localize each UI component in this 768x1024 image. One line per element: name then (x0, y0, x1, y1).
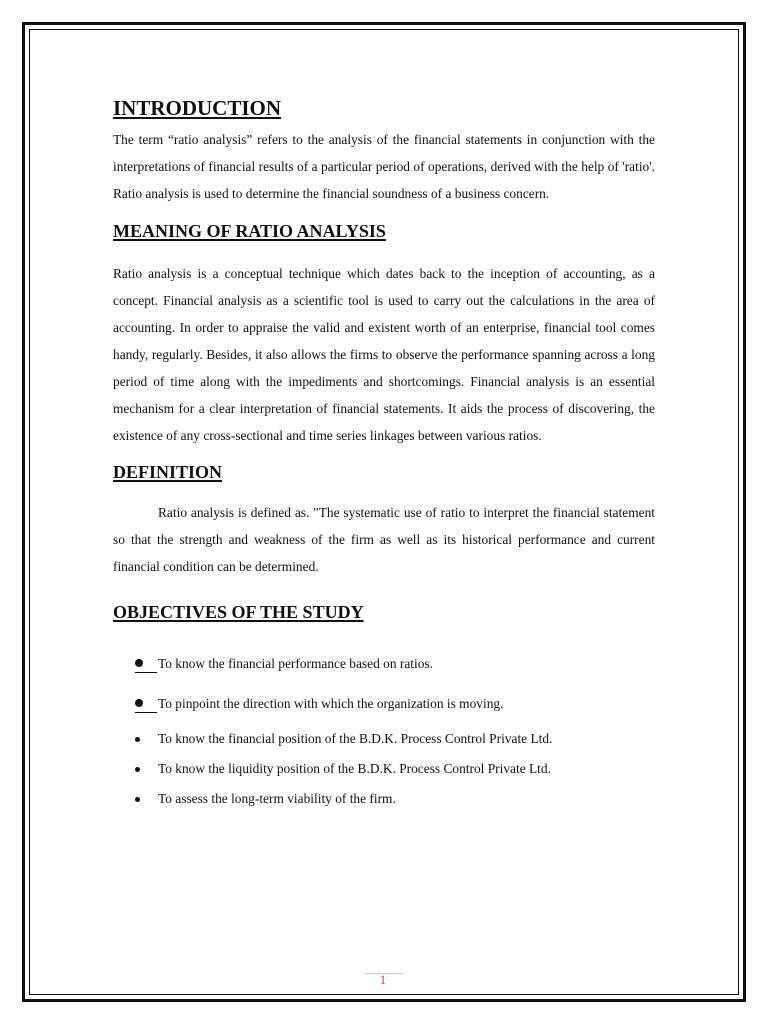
list-item (113, 654, 655, 674)
introduction-heading: INTRODUCTION (113, 96, 282, 120)
list-item (113, 694, 655, 714)
document-body (113, 96, 655, 809)
bullet-icon (135, 737, 140, 742)
bullet-icon (135, 659, 143, 667)
list-item-text: To know the liquidity position of the B.D.K. Process Control Private Ltd. (158, 761, 551, 776)
introduction-paragraph: The term “ratio analysis” refers to the analysis of the financial statements in conjunction with the interpretations of financial results of a particular period of operations, derived with the help of 'ratio'. Ratio analysis is used to determine the financial soundness of a business concern. (113, 132, 655, 201)
bullet-icon (135, 767, 140, 772)
list-item-text: To pinpoint the direction with which the organization is moving. (158, 696, 504, 711)
list-item-text: To know the financial performance based on ratios. (158, 656, 433, 671)
list-item (113, 729, 655, 749)
bullet-underline (135, 712, 157, 713)
bullet-icon (135, 699, 143, 707)
objectives-heading: OBJECTIVES OF THE STUDY (113, 602, 364, 622)
definition-heading: DEFINITION (113, 462, 223, 482)
bullet-icon (135, 797, 140, 802)
meaning-paragraph: Ratio analysis is a conceptual technique which dates back to the inception of accounting, as a concept. Financial analysis as a scientific tool is used to carry out the calculations in the area of accounting. In order to appraise the valid and existent worth of an enterprise, financial tool comes handy, regularly. Besides, it also allows the firms to observe the performance spanning across a long period of time along with the impediments and shortcomings. Financial analysis is an essential mechanism for a clear interpretation of financial statements. It aids the process of discovering, the existence of any cross-sectional and time series linkages between various ratios. (113, 266, 655, 443)
list-item-text: To assess the long-term viability of the firm. (158, 791, 396, 806)
objectives-list (113, 654, 655, 809)
page-number: 1 (379, 972, 387, 987)
meaning-heading: MEANING OF RATIO ANALYSIS (113, 221, 386, 241)
definition-paragraph: Ratio analysis is defined as. "The systematic use of ratio to interpret the financial statement so that the strength and weakness of the firm as well as its historical performance and current financial condition can be determined. (113, 505, 655, 574)
list-item-text: To know the financial position of the B.D.K. Process Control Private Ltd. (158, 731, 553, 746)
list-item (113, 759, 655, 779)
bullet-underline (135, 672, 157, 673)
list-item (113, 789, 655, 809)
